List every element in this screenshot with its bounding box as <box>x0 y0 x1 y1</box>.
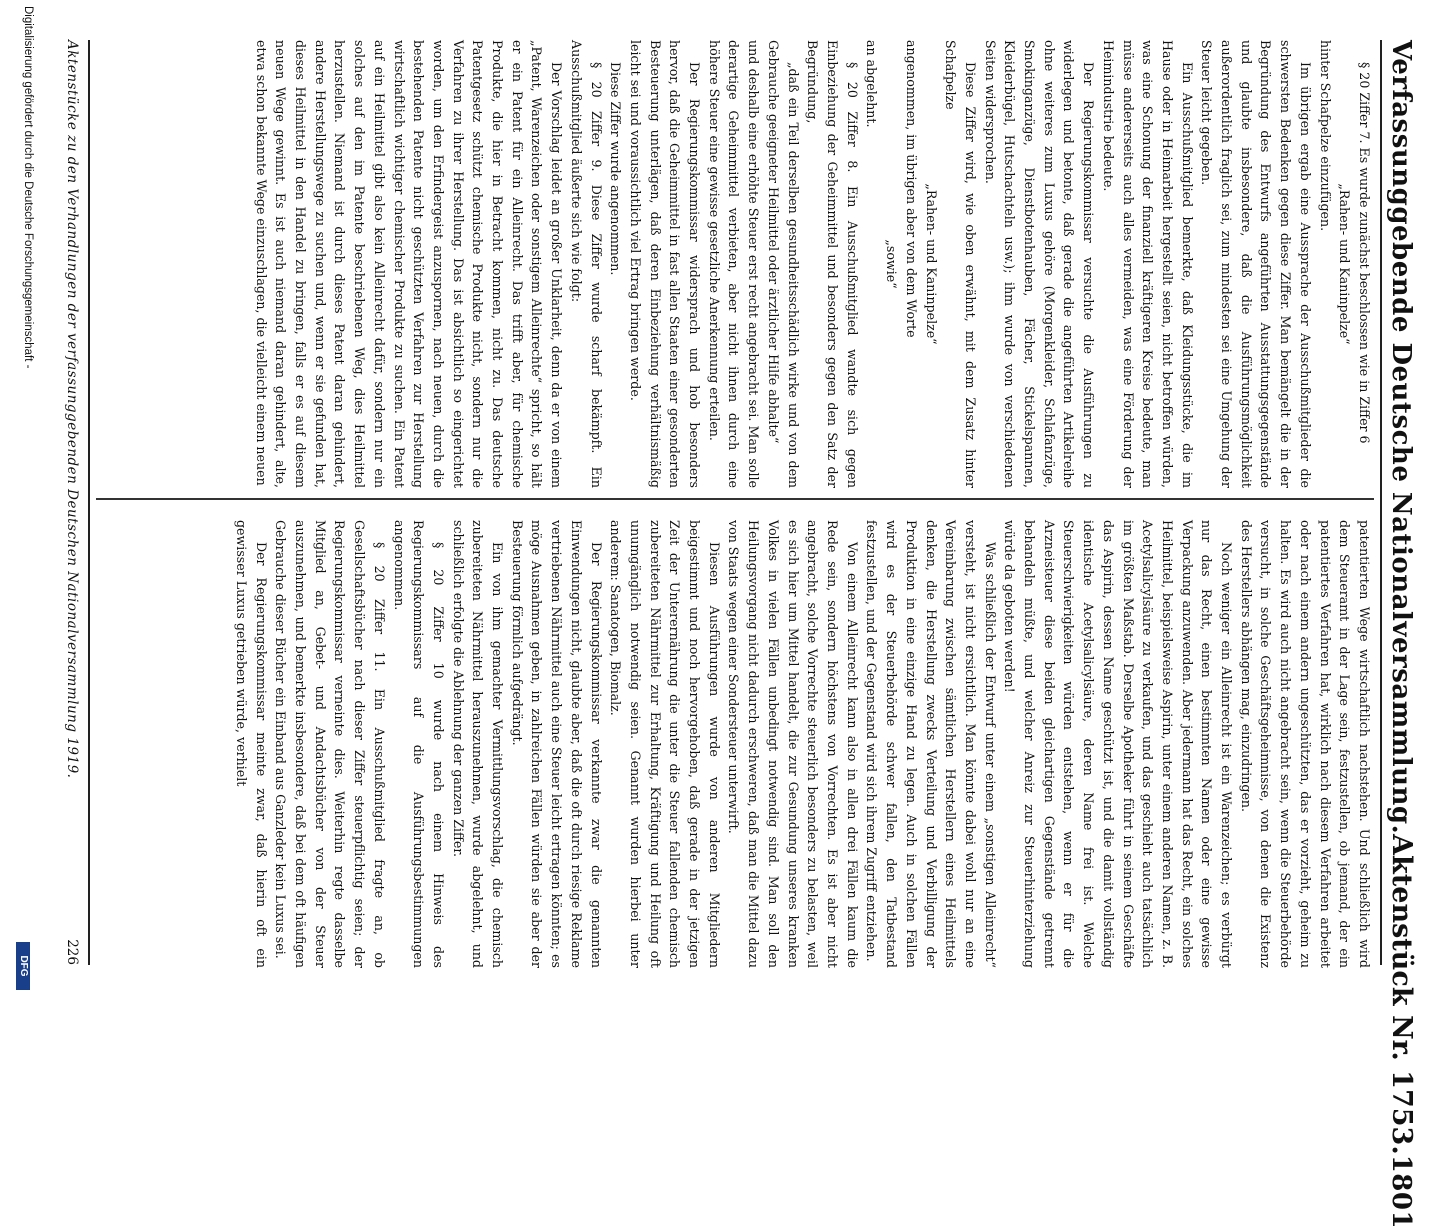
left-column-paragraph: Der Regierungskommissar versuchte die Ausführungen zu widerlegen und betonte, daß gerade die angeführten Artikelreihe ohne weiteres zum Luxus gehöre (Morgenkleider, Schlafanzüge, Smokinganzüge, Dienstbotenhauben, Fächer, Stickelspannen, Kleiderbügel, Hutschachteln usw.); ihm wurde von verschiedenen Seiten widersprochen. <box>982 40 1097 488</box>
left-column-paragraph: angenommen, im übrigen aber von dem Worte <box>903 40 919 338</box>
digitization-credit: Digitalisierung gefördert durch die Deutsche Forschungsgemeinschaft - <box>22 6 34 369</box>
right-column-paragraph: Noch weniger ein Alleinrecht ist ein Warenzeichen; es verbürgt nur das Recht, einen bestimmten Namen oder eine gewisse Verpackung anzuwenden. Aber jedermann hat das Recht, ein solches Heilmittel, beispielsweise Aspirin, unter einem anderen Namen, z. B. Acetylsalicylsäure zu verkaufen, und das geschieht auch tatsächlich im größten Maßstab. Derselbe Apotheker führt in seinem Geschäfte das Aspirin, dessen Name geschützt ist, und die damit vollständig identische Acetylsalicylsäure, deren Name frei ist. Welche Steuerschwierigkeiten würden entstehen, wenn er für die Arzneisteuer diese beiden gleichartigen Gegenstände getrennt behandeln müßte, und welcher Anreiz zur Steuerhinterziehung würde da geboten werden! <box>1002 520 1235 968</box>
left-column-paragraph: Im übrigen ergab eine Aussprache der Ausschußmitglieder die schwersten Bedenken gegen diese Ziffer. Man bemängelt die in der Begründung des Entwurfs angeführten Ausstattungsgegenstände und glaubte insbesondere, daß die Ausführungsmöglichkeit außerordentlich fraglich sei, zum mindesten sei eine Umgehung der Steuer leicht gegeben. <box>1199 40 1313 488</box>
right-column <box>231 520 1374 968</box>
header-rule <box>1380 40 1382 965</box>
left-column-paragraph: und deshalb eine erhöhte Steuer erst recht angebracht sei. Man solle derartige Geheimmittel verbieten, aber nicht ihnen durch eine höhere Steuer eine gewisse gesetzliche Anerkennung erteilen. <box>706 40 762 488</box>
left-column-paragraph: „Rahen- und Kaninpelze“ <box>923 183 939 345</box>
left-column-paragraph: „sowie“ <box>884 239 900 289</box>
header-document-number: Aktenstück Nr. 1753. <box>1386 834 1417 1155</box>
left-column-paragraph: hinter Schafpelze einzufügen. <box>1317 40 1333 232</box>
left-column-paragraph: § 20 Ziffer 8. Ein Ausschußmitglied wandte sich gegen Einbeziehung der Geheimmittel und besonders gegen den Satz der Begründung, <box>805 40 860 488</box>
left-column-paragraph: „daß ein Teil derselben gesundheitsschädlich wirke und von dem Gebrauche geeigneter Heilmittel oder ärztlicher Hilfe abhalte“ <box>765 40 801 488</box>
footer-sheet-number: 226 <box>64 939 80 965</box>
right-column-paragraph: § 20 Ziffer 10 wurde nach einem Hinweis des Regierungskommissars auf die Ausführungsbestimmungen angenommen. <box>391 520 446 968</box>
left-column-paragraph: Der Vorschlag leidet an großer Unklarheit, denn da er von einem „Patent, Warenzeichen oder sonstigem Alleinrechte“ spricht, so hält er ein Patent für ein Alleinrecht. Das trifft aber, für chemische Produkte, die hier in Betracht kommen, nicht zu. Das deutsche Patentgesetz schützt chemische Produkte nicht, sondern nur die Verfahren zu ihrer Herstellung. Das ist absichtlich so eingerichtet worden, um den Erfindergeist anzuspornen, nach neuen, durch die bestehenden Patente nicht geschützten Verfahren zur Herstellung wirtschaftlich wichtiger chemischer Produkte zu suchen. Ein Patent auf ein Heilmittel gibt also kein Alleinrecht dafür, sondern nur ein solches auf den im Patente beschriebenen Weg, dies Heilmittel herzustellen. Niemand ist durch dieses Patent daran gehindert, andere Herstellungswege zu suchen und, wenn er sie gefunden hat, dieses Heilmittel in den Handel zu bringen, falls er es auf diesem neuen Wege gewinnt. Es ist auch niemand daran gehindert, alte, etwa schon bekannte Wege einzuschlagen, die vielleicht einem neuen <box>253 40 565 488</box>
left-column-paragraph: Ein Ausschußmitglied bemerkte, daß Kleidungsstücke, die im Hause oder in Heimarbeit hergestellt seien, nicht betroffen würden, was eine Schonung der finanziell kräftigeren Kreise bedeute, man müsse andererseits auch alles vermeiden, was eine Förderung der Heimindustrie bedeute. <box>1100 40 1195 488</box>
column-divider <box>96 498 1374 500</box>
left-column-paragraph: an abgelehnt. <box>864 40 880 128</box>
left-column-paragraph: „Rahen- und Kaninpelze“ <box>1337 183 1353 345</box>
right-column-paragraph: patentierten Wege wirtschaftlich nachstehen. Und schließlich wird dem Steueramt in der Lage sein, festzustellen, ob jemand, der ein patentiertes Verfahren hat, wirklich nach diesem Verfahren arbeitet oder nach einem andern ungeschützten, das er vorzieht, geheim zu halten. Es wird auch nicht angebracht sein, wenn die Steuerbehörde versucht, in solche Geschäftsgeheimnisse, von denen die Existenz des Herstellers abhängen mag, einzudringen. <box>1238 520 1372 968</box>
left-column-paragraph: Der Regierungskommissar widersprach und hob besonders hervor, daß die Geheimmittel in fast allen Staaten einer gesonderten Besteuerung unterlägen, daß deren Einbeziehung verhältnismäßig leicht sei und voraussichtlich viel Ertrag bringen werde. <box>627 40 703 488</box>
footer-source: Aktenstücke zu den Verhandlungen der verfassunggebenden Deutschen Nationalversammlung 1919. <box>64 40 80 779</box>
page-header <box>1386 40 1418 1229</box>
left-column-paragraph: Diese Ziffer wurde angenommen. <box>608 62 624 276</box>
header-page-number: 1801 <box>1386 1154 1416 1229</box>
left-column-paragraph: Diese Ziffer wird, wie oben erwähnt, mit dem Zusatz hinter Schafpelze <box>943 40 978 488</box>
dfg-logo: DFG <box>16 942 30 990</box>
left-column-paragraph: § 20 Ziffer 9. Diese Ziffer wurde scharf bekämpft. Ein Ausschußmitglied äußerte sich wie folgt: <box>568 40 604 488</box>
right-column-paragraph: Ein von ihm gemachter Vermittlungsvorschlag, die chemisch zubereiteten Nährmittel herauszunehmen, wurde abgelehnt, und schließlich erfolgte die Ablehnung der ganzen Ziffer. <box>450 520 506 968</box>
header-title: Verfassunggebende Deutsche Nationalversammlung. <box>1386 40 1416 835</box>
left-column-paragraph: § 20 Ziffer 7. Es wurde zunächst beschlossen wie in Ziffer 6 <box>1357 62 1372 444</box>
right-column-paragraph: § 20 Ziffer 11. Ein Ausschußmitglied fragte an, ob Gesellschaftsbücher nach dieser Ziffer steuerpflichtig seien; der Regierungskommissar verneinte dies. Weiterhin regte dasselbe Mitglied an, Gebet- und Andachtsbücher von der Steuer auszunehmen, und bemerkte insbesondere, daß bei dem oft häufigen Gebrauche dieser Bücher ein Einband aus Ganzleder kein Luxus sei. <box>273 520 387 968</box>
right-column-paragraph: Von einem Alleinrecht kann also in allen drei Fällen kaum die Rede sein, sondern höchstens von Vorrechten. Es ist aber nicht angebracht, solche Vorrechte steuerlich besonders zu belasten, weil es sich hier um Mittel handelt, die zur Gesundung unseres kranken Volkes in vielen Fällen unbedingt notwendig sind. Man soll den Heilungsvorgang nicht dadurch erschweren, daß man die Mittel dazu von Staats wegen einer Sondersteuer unterwirft. <box>726 520 860 968</box>
right-column-paragraph: Der Regierungskommissar meinte zwar, daß hierin oft ein gewisser Luxus getrieben würde, verhielt <box>233 520 269 968</box>
right-column-paragraph: Was schließlich der Entwurf unter einem „sonstigen Alleinrecht“ versteht, ist nicht ersichtlich. Man könnte dabei wohl nur an eine Vereinbarung zwischen sämtlichen Herstellern eines Heilmittels denken, die Herstellung zwecks Verteilung und Verbilligung der Produktion in eine einzige Hand zu legen. Auch in solchen Fällen wird es der Steuerbehörde schwer fallen, den Tatbestand festzustellen, und der Gegenstand wird sich ihrem Zugriff entziehen. <box>864 520 998 968</box>
left-column <box>251 40 1374 488</box>
right-column-paragraph: Der Regierungskommissar verkannte zwar die genannten Einwendungen nicht, glaubte aber, daß die oft durch riesige Reklame vertriebenen Nährmittel auch eine Steuer leicht ertragen könnten; es möge Ausnahmen geben, in zahlreichen Fällen würden sie aber der Besteuerung förmlich aufgedrängt. <box>509 520 604 968</box>
right-column-paragraph: Diesen Ausführungen wurde von anderen Mitgliedern beigestimmt und noch hervorgehoben, daß gerade in der jetzigen Zeit der Unterernährung die unter die Steuer fallenden chemisch zubereiteten Nährmittel zur Erhaltung, Kräftigung und Heilung oft unumgänglich notwendig seien. Genannt wurden hierbei unter anderem: Sanatogen, Biomalz. <box>608 520 722 968</box>
footer-rule <box>88 40 90 965</box>
